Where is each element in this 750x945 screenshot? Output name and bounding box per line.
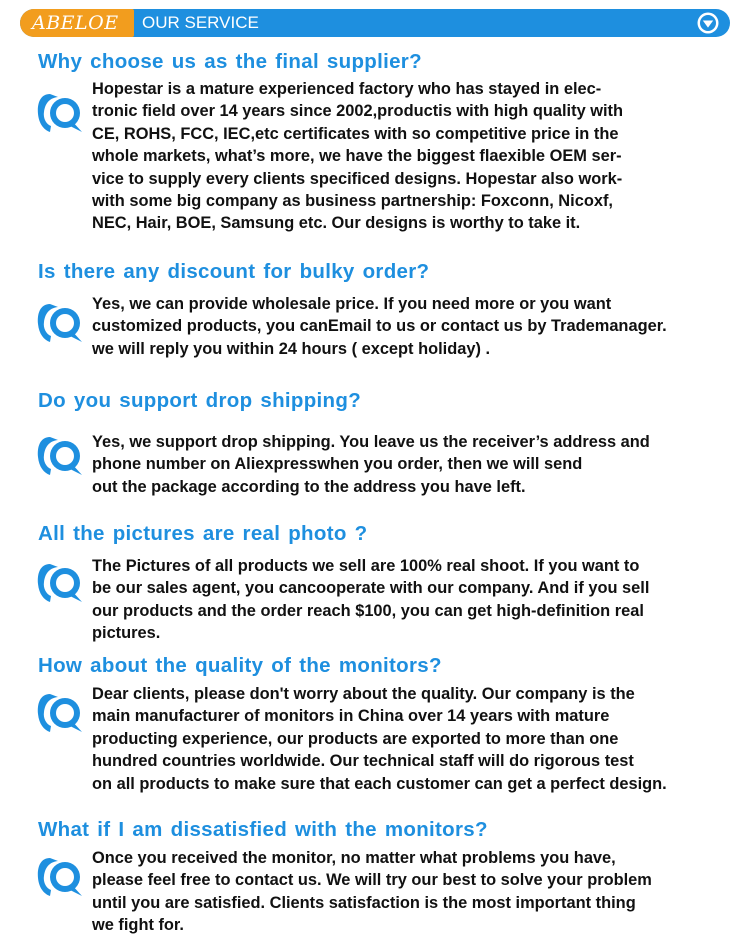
service-header [20,9,730,37]
chat-bubble-icon [36,558,86,608]
answer-line: be our sales agent, you cancooperate with our company. And if you sell [92,579,650,598]
answer-line: Hopestar is a mature experienced factory who has stayed in elec- [92,80,602,98]
faq-question: How about the quality of the monitors? [38,654,442,677]
answer-line: main manufacturer of monitors in China over 14 years with mature [92,707,610,726]
chat-bubble-icon [36,688,86,738]
faq-answer [92,293,667,360]
answer-line: whole markets, what’s more, we have the biggest flaexible OEM ser- [92,147,622,166]
answer-line: Yes, we support drop shipping. You leave us the receiver’s address and [92,433,650,451]
faq-answer [92,683,667,795]
chat-bubble-icon [36,298,86,348]
answer-line: phone number on Aliexpresswhen you order, then we will send [92,455,583,474]
answer-line: until you are satisfied. Clients satisfaction is the most important thing [92,893,636,912]
answer-line: we will reply you within 24 hours ( except holiday) . [92,339,491,358]
faq-question: Do you support drop shipping? [38,389,362,412]
chat-bubble-icon [36,88,86,138]
faq-question: Is there any discount for bulky order? [38,260,430,283]
answer-line: with some big company as business partnership: Foxconn, Nicoxf, [92,192,613,211]
answer-line: pictures. [92,624,161,643]
answer-line: vice to supply every clients specificed designs. Hopestar also work- [92,169,623,188]
answer-line: our products and the order reach $100, you can get high-definition real [92,601,644,620]
faq-question: Why choose us as the final supplier? [38,50,422,73]
answer-line: Yes, we can provide wholesale price. If you need more or you want [92,295,612,313]
answer-line: producting experience, our products are exported to more than one [92,729,619,748]
faq-answer [92,78,623,235]
faq-answer [92,847,652,937]
chat-bubble-icon [36,852,86,902]
answer-line: tronic field over 14 years since 2002,productis with high quality with [92,102,624,121]
answer-line: NEC, Hair, BOE, Samsung etc. Our designs is worthy to take it. [92,214,581,233]
answer-line: on all products to make sure that each customer can get a perfect design. [92,774,667,793]
chevron-down-circle-icon[interactable] [696,11,720,35]
answer-line: Once you received the monitor, no matter what problems you have, [92,849,616,867]
faq-question: All the pictures are real photo ? [38,522,368,545]
answer-line: please feel free to contact us. We will try our best to solve your problem [92,871,652,890]
answer-line: The Pictures of all products we sell are 100% real shoot. If you want to [92,557,640,575]
section-title: OUR SERVICE [142,13,259,32]
chat-bubble-icon [36,431,86,481]
answer-line: hundred countries worldwide. Our technical staff will do rigorous test [92,752,634,771]
faq-question: What if I am dissatisfied with the monitors? [38,818,488,841]
answer-line: customized products, you canEmail to us or contact us by Trademanager. [92,317,667,336]
brand-logo-text: ABELOE [32,12,119,34]
answer-line: out the package according to the address you have left. [92,477,526,496]
answer-line: we fight for. [92,916,184,935]
answer-line: CE, ROHS, FCC, IEC,etc certificates with so competitive price in the [92,124,619,143]
faq-answer [92,431,650,498]
answer-line: Dear clients, please don't worry about the quality. Our company is the [92,685,635,703]
faq-answer [92,555,649,645]
brand-logo [20,9,134,37]
